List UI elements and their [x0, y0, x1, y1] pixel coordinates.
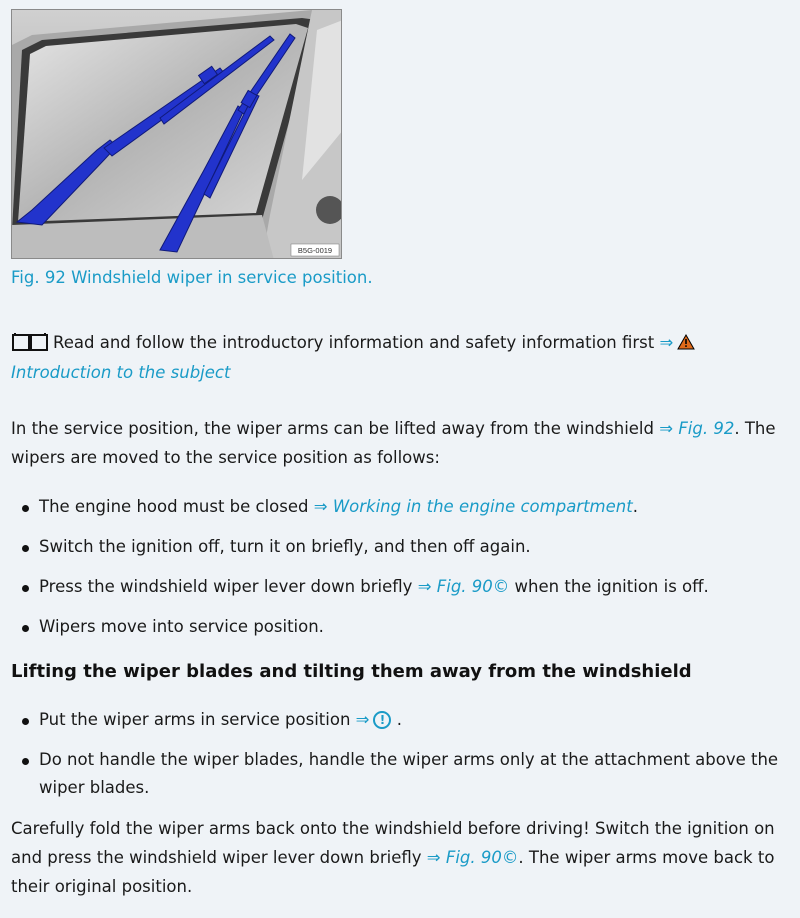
list-item-text: The engine hood must be closed [39, 497, 309, 516]
introduction-link[interactable]: Introduction to the subject [11, 363, 231, 382]
list-item-text-after: when the ignition is off. [509, 577, 709, 596]
fig-90-link[interactable]: ⇒ Fig. 90© [417, 577, 510, 596]
figure-caption: Fig. 92 Windshield wiper in service position. [11, 268, 373, 287]
list-item-text: Do not handle the wiper blades, handle the wiper arms only at the attachment above the wiper blades. [39, 750, 779, 797]
caution-link[interactable] [356, 710, 392, 729]
list-item-text: Press the windshield wiper lever down briefly [39, 577, 413, 596]
intro-text: Read and follow the introductory information and safety information first [53, 333, 655, 352]
list-item [11, 533, 781, 561]
list-item [11, 613, 781, 641]
paragraph1-text: In the service position, the wiper arms can be lifted away from the windshield [11, 419, 654, 438]
paragraph2-text-after: . The wiper arms move back to their original position. [11, 848, 775, 896]
paragraph-fold-back [11, 814, 796, 901]
engine-compartment-link[interactable]: ⇒ Working in the engine compartment [313, 497, 633, 516]
list-item [11, 746, 781, 802]
list-item-text-after: . [396, 710, 402, 729]
paragraph-service-position [11, 414, 796, 472]
list-item-text: Wipers move into service position. [39, 617, 324, 636]
wiper-illustration [12, 10, 342, 259]
service-steps-list [11, 493, 781, 641]
paragraph1-text-after: . The wipers are moved to the service position as follows: [11, 419, 776, 467]
list-item [11, 573, 781, 601]
list-item [11, 706, 781, 734]
info-circle-icon: ! [373, 711, 391, 729]
lifting-steps-list [11, 706, 781, 802]
warning-triangle-icon [677, 332, 695, 358]
intro-note [11, 330, 791, 386]
caution-arrow: ⇒ [355, 710, 370, 729]
list-item-text-after: . [632, 497, 638, 516]
intro-arrow: ⇒ [659, 333, 674, 352]
image-code-label: B5G-0019 [297, 246, 333, 255]
book-icon [11, 332, 49, 360]
list-item-text: Switch the ignition off, turn it on briefly, and then off again. [39, 537, 531, 556]
fig-90-link-2[interactable]: ⇒ Fig. 90© [426, 848, 519, 867]
section-heading: Lifting the wiper blades and tilting them away from the windshield [11, 661, 692, 682]
list-item-text: Put the wiper arms in service position [39, 710, 351, 729]
paragraph2-text: Carefully fold the wiper arms back onto the windshield before driving! Switch the ignition on and press the windshield wiper lever down briefly [11, 819, 775, 867]
list-item [11, 493, 781, 521]
figure-image [11, 9, 342, 259]
fig-92-link[interactable]: ⇒ Fig. 92 [659, 419, 735, 438]
